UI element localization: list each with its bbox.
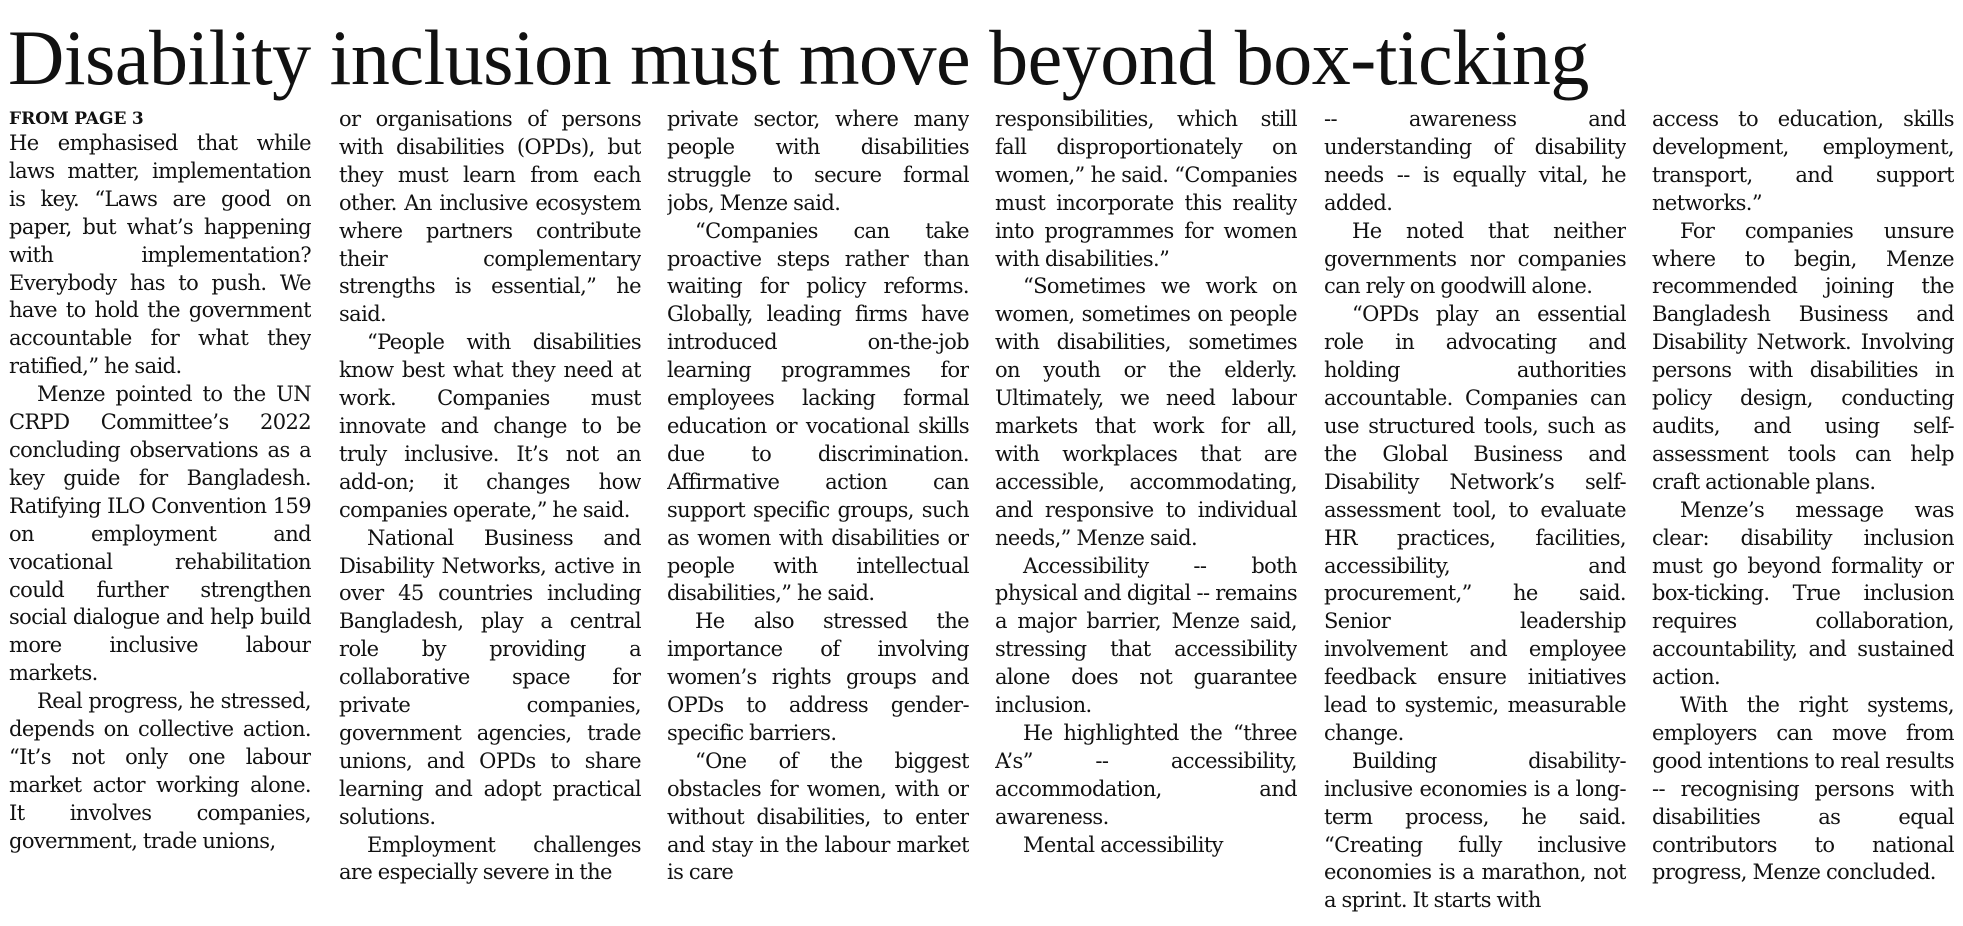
paragraph: Real progress, he stressed, depends on collective action. “It’s not only one labour market actor working alone. It involves companies, government, trade unions, [9,689,311,853]
paragraph: He also stressed the importance of involving women’s rights groups and OPDs to address gender-specific barriers. [667,609,969,745]
article-column-3 [667,106,969,921]
article-column-4 [995,106,1297,921]
paragraph: Mental accessibility [1023,832,1223,857]
paragraph: “Sometimes we work on women, sometimes on people with disabilities, sometimes on youth or the elderly. Ultimately, we need labour markets that work for all, with workplaces that are accessible, accommodating, and responsive to individual needs,” Menze said. [995,274,1297,550]
paragraph: Menze’s message was clear: disability inclusion must go beyond formality or box-ticking. True inclusion requires collaboration, accountability, and sustained action. [1652,497,1954,690]
paragraph: Building disability-inclusive economies is a long-term process, he said. “Creating fully inclusive economies is a marathon, not a sprint. It starts with [1324,748,1626,913]
paragraph: responsibilities, which still fall disproportionately on women,” he said. “Companies must incorporate this reality into programmes for women with disabilities.” [995,107,1297,271]
paragraph: National Business and Disability Networks, active in over 45 countries including Bangladesh, play a central role by providing a collaborative space for private companies, government agencies, trade unions, and OPDs to share learning and adopt practical solutions. [339,525,641,829]
article-column-2 [339,106,641,921]
paragraph: “OPDs play an essential role in advocating and holding authorities accountable. Companies can use structured tools, such as the Global Business and Disability Network’s self-assessment tool, to evaluate HR practices, facilities, accessibility, and procurement,” he said. Senior leadership involvement and employee feedback ensure initiatives lead to systemic, measurable change. [1324,302,1626,745]
paragraph: He noted that neither governments nor companies can rely on goodwill alone. [1324,218,1626,299]
paragraph: Employment challenges are especially severe in the [339,832,641,885]
paragraph: He emphasised that while laws matter, implementation is key. “Laws are good on paper, but what’s happening with implementation? Everybody has to push. We have to hold the government accountable for what they ratified,” he said. [9,131,311,379]
paragraph: For companies unsure where to begin, Menze recommended joining the Bangladesh Business and Disability Network. Involving persons with disabilities in policy design, conducting audits, and using self-assessment tools can help craft actionable plans. [1652,218,1954,494]
paragraph: Accessibility -- both physical and digital -- remains a major barrier, Menze said, stressing that accessibility alone does not guarantee inclusion. [995,553,1297,718]
paragraph: or organisations of persons with disabilities (OPDs), but they must learn from each other. An inclusive ecosystem where partners contribute their complementary strengths is essential,” he said. [339,107,641,327]
paragraph: “Companies can take proactive steps rather than waiting for policy reforms. Globally, leading firms have introduced on-the-job learning programmes for employees lacking formal education or vocational skills due to discrimination. Affirmative action can support specific groups, such as women with disabilities or people with intellectual disabilities,” he said. [667,218,969,606]
paragraph: -- awareness and understanding of disability needs -- is equally vital, he added. [1324,107,1626,215]
headline: Disability inclusion must move beyond box-ticking [8,14,1589,101]
paragraph: With the right systems, employers can move from good intentions to real results -- recognising persons with disabilities as equal contributors to national progress, Menze concluded. [1652,693,1954,885]
page-jump-kicker: FROM PAGE 3 [9,109,144,129]
article-column-1 [9,106,311,921]
paragraph: Menze pointed to the UN CRPD Committee’s 2022 concluding observations as a key guide for Bangladesh. Ratifying ILO Convention 159 on employment and vocational rehabilitation could further strengthen social dialogue and help build more inclusive labour markets. [9,382,311,686]
article-column-6 [1652,106,1954,921]
paragraph: He highlighted the “three A’s” -- accessibility, accommodation, and awareness. [995,720,1297,829]
paragraph: “People with disabilities know best what they need at work. Companies must innovate and change to be truly inclusive. It’s not an add-on; it changes how companies operate,” he said. [339,330,641,522]
paragraph: private sector, where many people with disabilities struggle to secure formal jobs, Menze said. [667,107,969,215]
paragraph: “One of the biggest obstacles for women, with or without disabilities, to enter and stay in the labour market is care [667,748,969,885]
paragraph: access to education, skills development, employment, transport, and support networks.” [1652,107,1954,215]
article-column-5 [1324,106,1626,921]
